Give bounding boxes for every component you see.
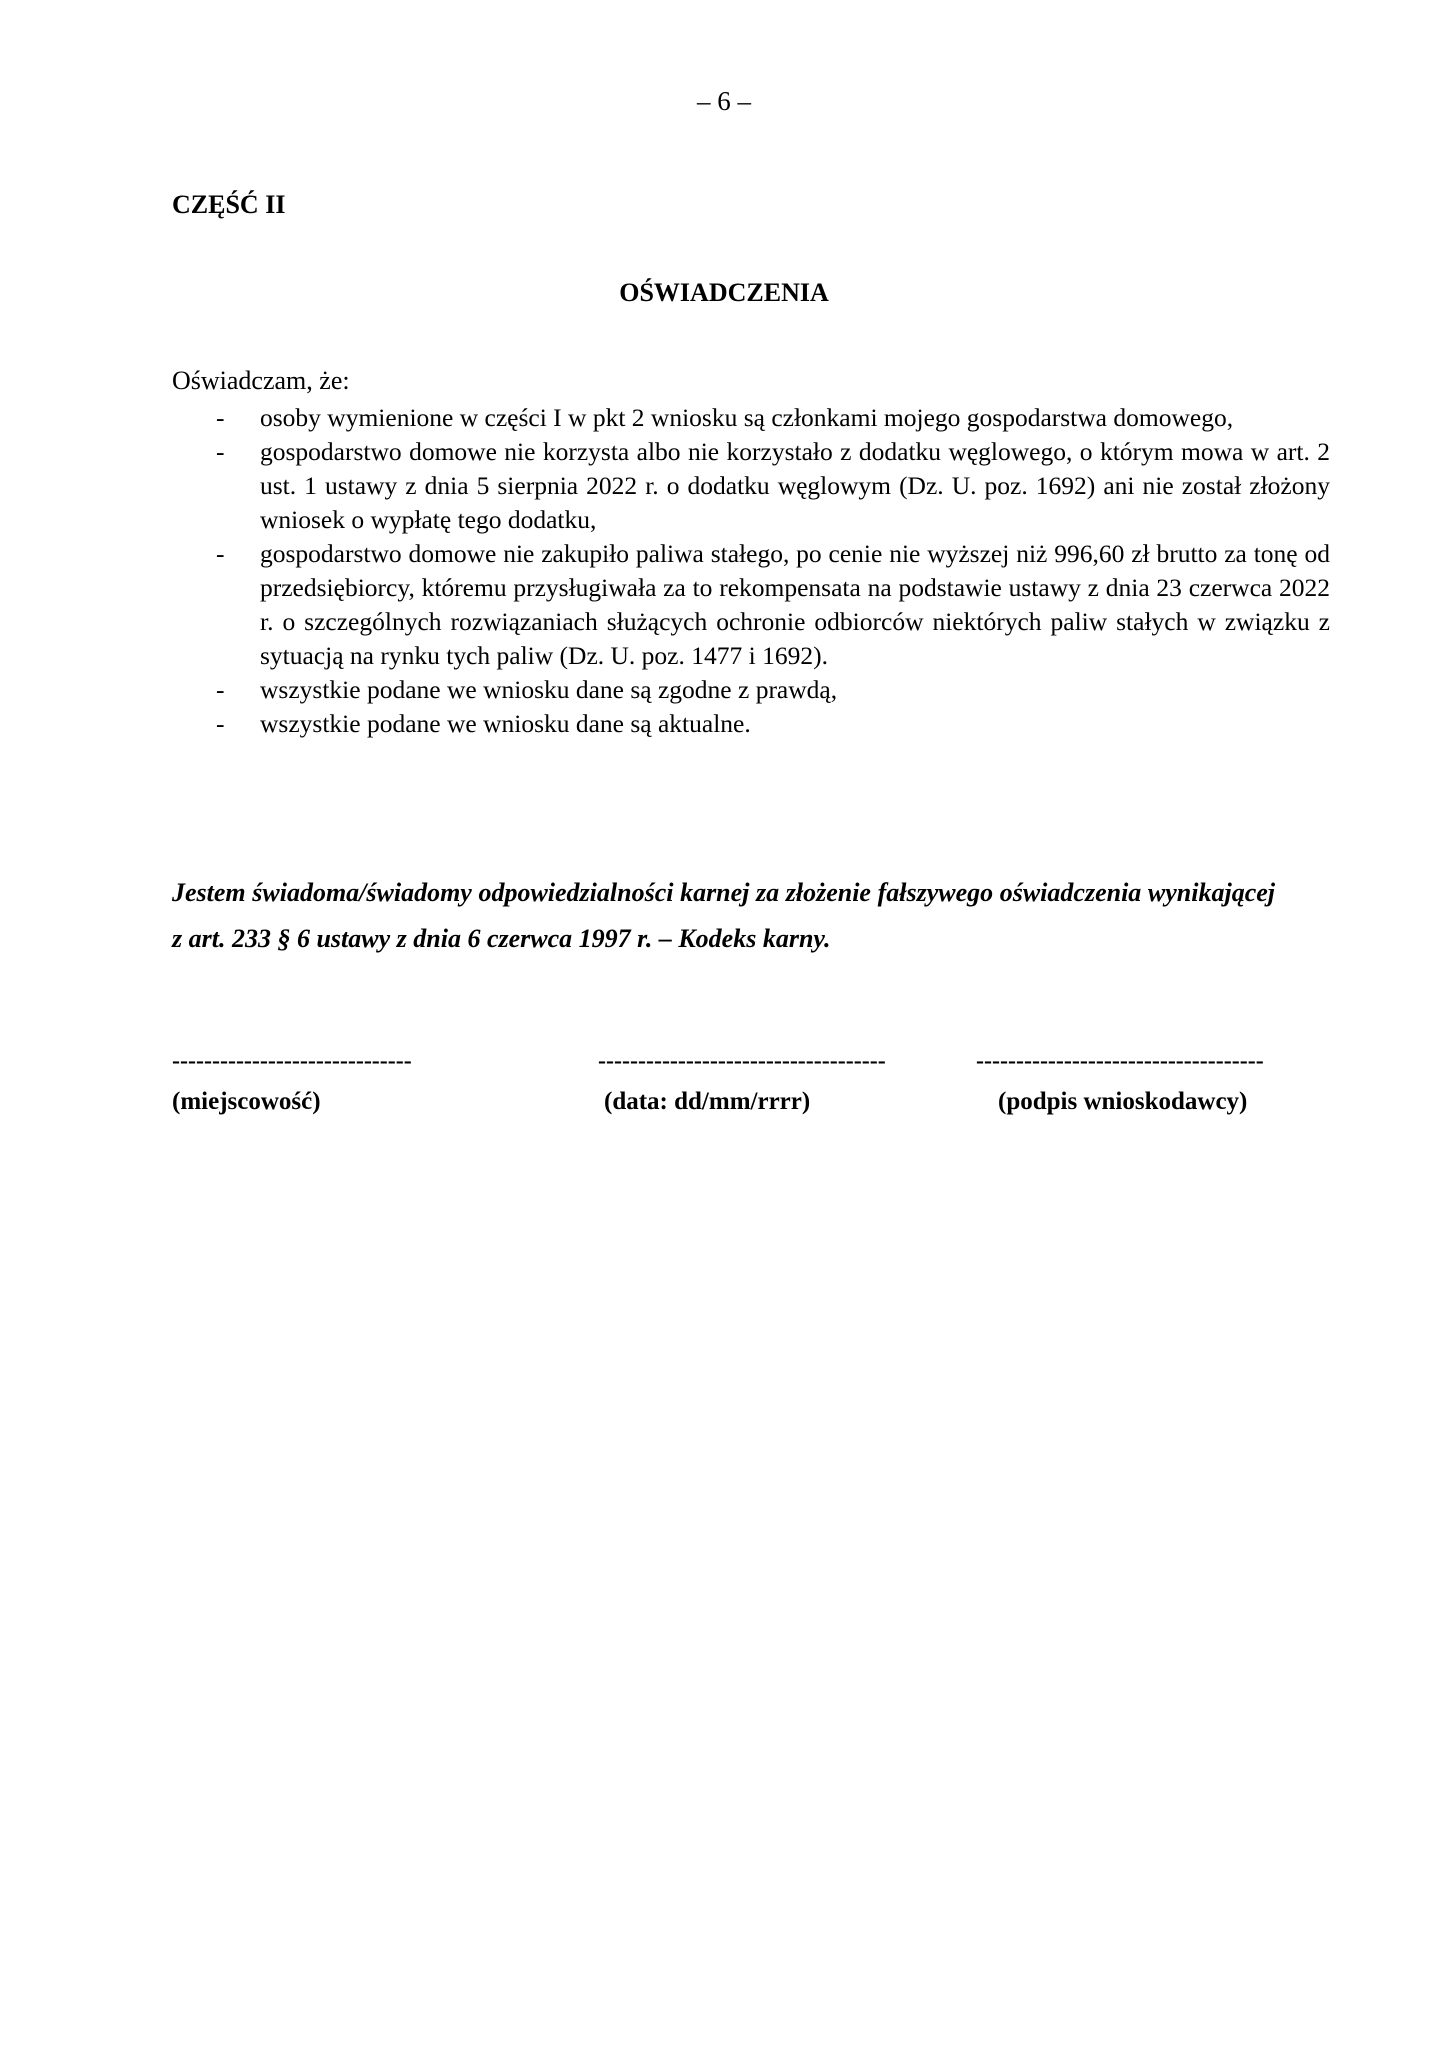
declaration-text: gospodarstwo domowe nie zakupiło paliwa stałego, po cenie nie wyższej niż 996,60 zł brutto za tonę od przedsiębiorcy, któremu przysługiwała za to rekompensata na podstawie ustawy z dnia 23 czerwca 2022 r. o szczególnych rozwiązaniach służących ochronie odbiorców niektórych paliw stałych w związku z sytuacją na rynku tych paliw (Dz. U. poz. 1477 i 1692). <box>260 539 1330 670</box>
declaration-text: wszystkie podane we wniosku dane są aktualne. <box>260 709 751 738</box>
declaration-item <box>172 435 1330 537</box>
declarations-list <box>172 401 1330 741</box>
declaration-item <box>172 707 1330 741</box>
page-number: – 6 – <box>697 86 751 116</box>
list-dash: - <box>216 403 225 432</box>
declaration-item <box>172 401 1330 435</box>
list-dash: - <box>216 675 225 704</box>
declaration-item <box>172 673 1330 707</box>
list-dash: - <box>216 709 225 738</box>
declaration-intro: Oświadczam, że: <box>172 366 350 395</box>
list-dash: - <box>216 437 225 466</box>
section-title: OŚWIADCZENIA <box>619 278 829 307</box>
date-signature-line: ------------------------------------ <box>598 1048 886 1074</box>
place-signature-line: ------------------------------ <box>172 1048 412 1074</box>
part-heading: CZĘŚĆ II <box>172 190 286 219</box>
declaration-text: gospodarstwo domowe nie korzysta albo nie korzystało z dodatku węglowego, o którym mowa w art. 2 ust. 1 ustawy z dnia 5 sierpnia 2022 r. o dodatku węglowym (Dz. U. poz. 1692) ani nie został złożony wniosek o wypłatę tego dodatku, <box>260 437 1330 534</box>
declaration-text: osoby wymienione w części I w pkt 2 wniosku są członkami mojego gospodarstwa domowego, <box>260 403 1234 432</box>
declaration-text: wszystkie podane we wniosku dane są zgodne z prawdą, <box>260 675 838 704</box>
applicant-signature-line: ------------------------------------ <box>976 1048 1264 1074</box>
list-dash: - <box>216 539 225 568</box>
applicant-signature-label: (podpis wnioskodawcy) <box>998 1088 1248 1115</box>
date-label: (data: dd/mm/rrrr) <box>604 1088 811 1115</box>
liability-statement: Jestem świadoma/świadomy odpowiedzialności karnej za złożenie fałszywego oświadczenia wynikającej z art. 233 § 6 ustawy z dnia 6 czerwca 1997 r. – Kodeks karny. <box>172 878 1275 953</box>
declaration-item <box>172 537 1330 673</box>
place-label: (miejscowość) <box>172 1088 321 1115</box>
